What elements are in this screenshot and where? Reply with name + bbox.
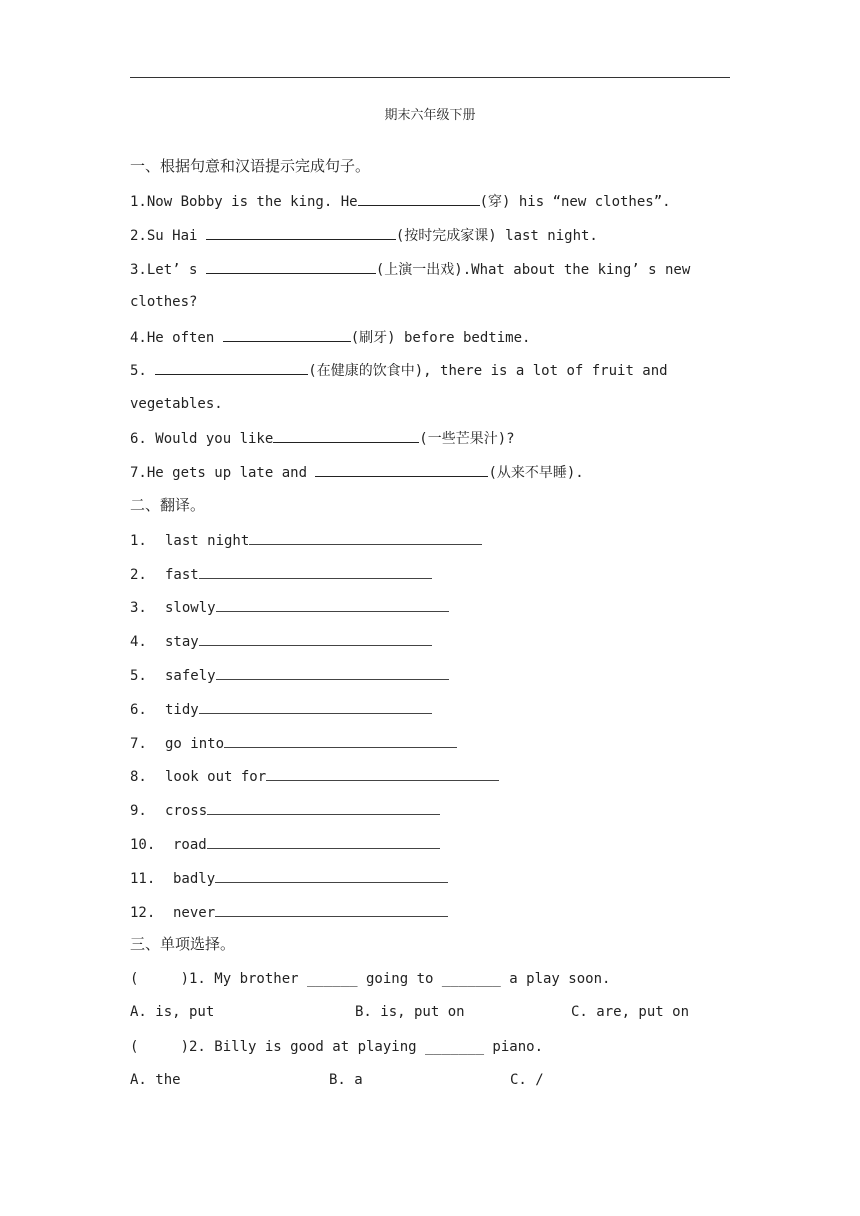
document-title: 期末六年级下册: [384, 108, 476, 123]
item-number: 11.: [130, 871, 156, 887]
item-term: stay: [165, 634, 199, 650]
item-number: 12.: [130, 905, 156, 921]
mc-question-2-stem: ( )2. Billy is good at playing _______ piano.: [130, 1039, 544, 1055]
mc1-option-c[interactable]: C. are, put on: [571, 1004, 690, 1020]
item-term: last night: [165, 533, 250, 549]
s1-question-5: [130, 361, 668, 380]
q3-text: 3.Let’ s: [130, 262, 206, 278]
s1-question-2: [130, 226, 598, 245]
answer-blank[interactable]: [207, 801, 440, 815]
answer-blank[interactable]: [215, 903, 448, 917]
section3-heading: 三、单项选择。: [130, 935, 236, 953]
item-term: safely: [165, 668, 216, 684]
q5-text: 5.: [130, 363, 156, 379]
answer-blank[interactable]: [216, 598, 449, 612]
q5-hint: (在健康的饮食中), there is a lot of fruit and: [308, 363, 668, 379]
item-term: go into: [165, 736, 225, 752]
answer-blank[interactable]: [315, 463, 488, 477]
answer-blank[interactable]: [206, 226, 396, 240]
item-term: never: [173, 905, 216, 921]
answer-blank[interactable]: [249, 531, 482, 545]
item-term: look out for: [165, 769, 267, 785]
translate-item-11: [130, 869, 448, 888]
translate-item-2: [130, 565, 432, 584]
s1-question-6: [130, 429, 515, 448]
translate-item-1: [130, 531, 482, 550]
s1-question-5-cont: vegetables.: [130, 396, 223, 412]
answer-blank[interactable]: [199, 565, 432, 579]
item-number: 10.: [130, 837, 156, 853]
translate-item-7: [130, 734, 457, 753]
section2-heading: 二、翻译。: [130, 496, 206, 514]
mc2-option-a[interactable]: A. the: [130, 1072, 181, 1088]
translate-item-12: [130, 903, 448, 922]
q1-text: 1.Now Bobby is the king. He: [130, 194, 358, 210]
translate-item-6: [130, 700, 432, 719]
q3-hint: (上演一出戏).What about the king’ s new: [375, 262, 691, 278]
section1-heading: 一、根据句意和汉语提示完成句子。: [130, 157, 371, 175]
item-number: 5.: [130, 668, 147, 684]
translate-item-9: [130, 801, 440, 820]
item-number: 6.: [130, 702, 147, 718]
answer-blank[interactable]: [223, 328, 351, 342]
q2-text: 2.Su Hai: [130, 228, 206, 244]
q6-hint: (一些芒果汁)?: [419, 431, 515, 447]
item-number: 9.: [130, 803, 147, 819]
item-term: cross: [165, 803, 208, 819]
item-term: slowly: [165, 600, 216, 616]
answer-blank[interactable]: [199, 632, 432, 646]
translate-item-8: [130, 767, 499, 786]
s1-question-4: [130, 328, 530, 347]
item-term: road: [173, 837, 207, 853]
answer-blank[interactable]: [207, 835, 440, 849]
item-number: 3.: [130, 600, 147, 616]
answer-blank[interactable]: [215, 869, 448, 883]
s1-question-1: [130, 192, 671, 211]
q6-text: 6. Would you like: [130, 431, 274, 447]
mc2-option-b[interactable]: B. a: [329, 1072, 363, 1088]
translate-item-5: [130, 666, 449, 685]
answer-blank[interactable]: [155, 361, 308, 375]
q1-hint: (穿) his “new clothes”.: [479, 194, 671, 210]
item-number: 4.: [130, 634, 147, 650]
item-number: 1.: [130, 533, 147, 549]
answer-blank[interactable]: [266, 767, 499, 781]
answer-blank[interactable]: [206, 260, 376, 274]
top-rule: [130, 77, 730, 78]
q4-hint: (刷牙) before bedtime.: [350, 330, 531, 346]
answer-blank[interactable]: [216, 666, 449, 680]
item-term: badly: [173, 871, 216, 887]
answer-blank[interactable]: [358, 192, 480, 206]
q7-hint: (从来不早睡).: [488, 465, 584, 481]
s1-question-3: [130, 260, 690, 279]
item-term: tidy: [165, 702, 199, 718]
translate-item-10: [130, 835, 440, 854]
item-term: fast: [165, 567, 199, 583]
translate-item-3: [130, 598, 449, 617]
mc2-option-c[interactable]: C. /: [510, 1072, 544, 1088]
item-number: 8.: [130, 769, 147, 785]
item-number: 2.: [130, 567, 147, 583]
item-number: 7.: [130, 736, 147, 752]
mc1-option-a[interactable]: A. is, put: [130, 1004, 215, 1020]
translate-item-4: [130, 632, 432, 651]
s1-question-3-cont: clothes?: [130, 294, 198, 310]
q7-text: 7.He gets up late and: [130, 465, 316, 481]
mc-question-1-stem: ( )1. My brother ______ going to _______ a play soon.: [130, 971, 611, 987]
q2-hint: (按时完成家课) last night.: [395, 228, 598, 244]
answer-blank[interactable]: [273, 429, 419, 443]
mc1-option-b[interactable]: B. is, put on: [355, 1004, 465, 1020]
q4-text: 4.He often: [130, 330, 223, 346]
answer-blank[interactable]: [224, 734, 457, 748]
answer-blank[interactable]: [199, 700, 432, 714]
s1-question-7: [130, 463, 584, 482]
